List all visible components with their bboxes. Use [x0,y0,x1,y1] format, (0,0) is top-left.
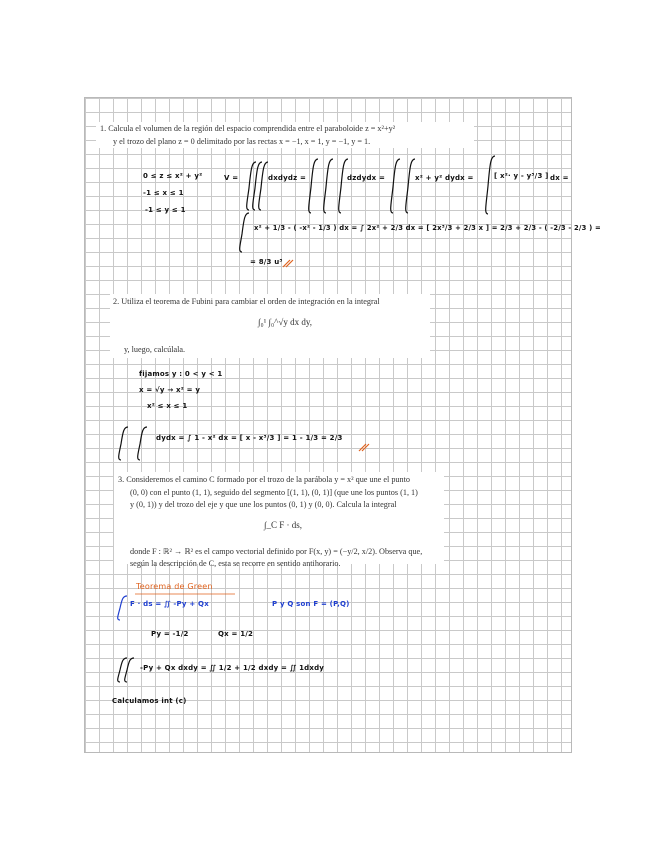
problem-3-line-5: según la descripción de C, esta se recorre en sentido antihorario. [130,559,341,568]
hw-fix-y: fijamos y : 0 < y < 1 [139,370,223,378]
problem-3-line-2: (0, 0) con el punto (1, 1), seguido del segmento [(1, 1), (0, 1)] (que une los puntos (1, 1) [130,488,418,497]
problem-2-line-3: y, luego, calcúlala. [124,345,186,354]
double-integral-sign [116,656,138,686]
hw-green-formula: F · ds = ∬ -Py + Qx [130,600,209,608]
problem-3-integral: ∫_C F · ds, [264,520,302,530]
green-title-underline [135,593,245,595]
integral-sign-3 [484,152,498,218]
hw-x-sqrt-y: x = √y → x² = y [139,386,201,394]
hw-dzdydx: dzdydx = [347,174,386,182]
integral-sign-4 [238,210,252,256]
hw-qx: Qx = 1/2 [218,630,254,638]
problem-3-line-3: y (0, 1)) y del trozo del eje y que une los puntos (0, 1) y (0, 0). Calcula la integral [130,500,397,509]
hw-condition-z: 0 ≤ z ≤ x² + y² [143,172,203,180]
result-underline-mark [282,258,294,268]
line-integral-sign [116,594,130,624]
hw-condition-x: -1 ≤ x ≤ 1 [143,189,184,197]
hw-row-2: x² + 1/3 - ( -x² - 1/3 ) dx = ∫ 2x² + 2/3 dx = [ 2x³/3 + 2/3 x ] = 2/3 + 2/3 - ( -2/3 - 2/3 ) = [254,224,601,232]
hw-x-bounds: x² ≤ x ≤ 1 [147,402,188,410]
hw-integrand-1: x² + y² dydx = [415,174,474,182]
hw-green-title: Teorema de Green [136,582,213,591]
problem-1-line-1: 1. Calcula el volumen de la región del espacio comprendida entre el paraboloide z = x²+y² [100,124,396,133]
hw-row-3: = 8/3 u³ [250,258,283,266]
hw-volume-label: V = [224,174,239,182]
hw-py: Py = -1/2 [151,630,189,638]
hw-dx-equals: dx = [550,174,569,182]
problem-3-line-4: donde F : ℝ² → ℝ² es el campo vectorial definido por F(x, y) = (−y/2, x/2). Observa que, [130,547,423,556]
integral-signs-p2 [116,424,152,464]
problem-3-line-1: 3. Consideremos el camino C formado por el trozo de la parábola y = x² que une el punto [118,475,410,484]
hw-p-q-definition: P y Q son F = (P,Q) [272,600,350,608]
iterated-integral-signs-1 [306,155,354,217]
hw-p2-computation: dydx = ∫ 1 - x² dx = [ x - x³/3 ] = 1 - 1/3 = 2/3 [156,434,343,442]
triple-integral-sign [243,158,271,216]
hw-calculamos: Calculamos int (c) [112,697,187,705]
problem-2-integral: ∫₀¹ ∫₀^√y dx dy, [258,317,312,327]
iterated-integral-signs-2 [388,155,420,217]
hw-dxdydz: dxdydz = [268,174,307,182]
problem-2-line-1: 2. Utiliza el teorema de Fubini para cambiar el orden de integración en la integral [113,297,380,306]
hw-antiderivative-y: [ x²· y - y³/3 ] [494,172,549,180]
hw-condition-y: -1 ≤ y ≤ 1 [145,206,186,214]
problem-1-line-2: y el trozo del plano z = 0 delimitado por las rectas x = −1, x = 1, y = −1, y = 1. [113,137,371,146]
p2-result-mark [358,442,370,452]
hw-green-application: -Py + Qx dxdy = ∬ 1/2 + 1/2 dxdy = ∬ 1dxdy [140,664,325,672]
